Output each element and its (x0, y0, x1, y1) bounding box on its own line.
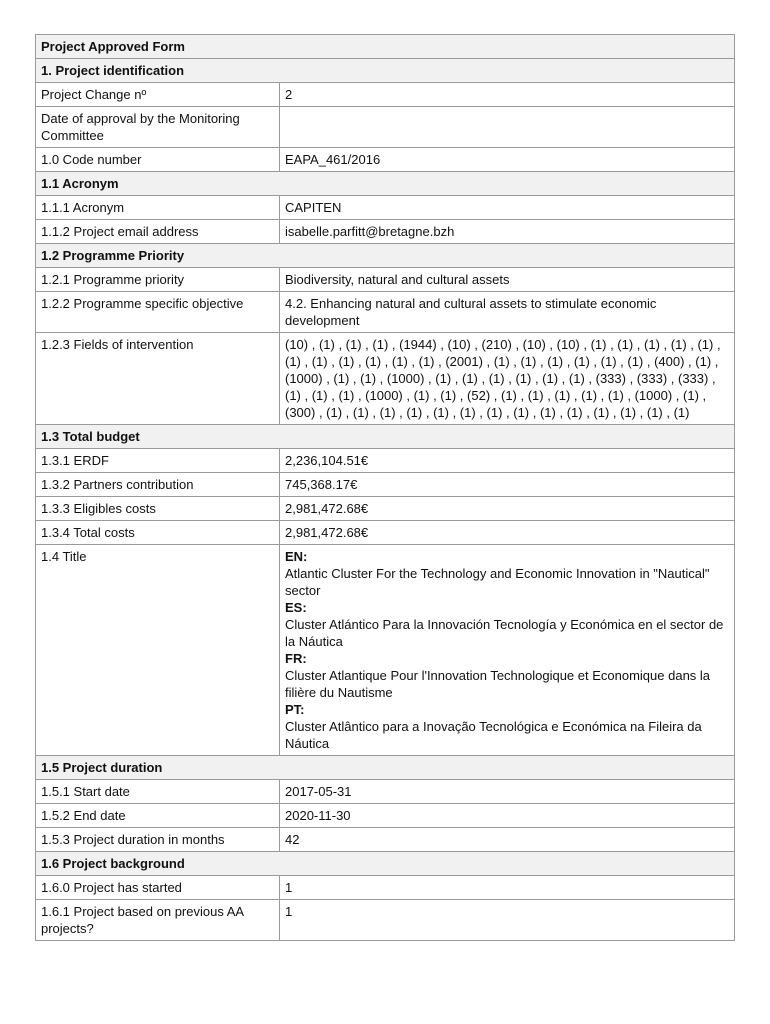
row-value: 2,981,472.68€ (280, 521, 735, 545)
table-row (36, 900, 735, 941)
row-value: Biodiversity, natural and cultural assets (280, 268, 735, 292)
row-label: Project Change nº (36, 83, 280, 107)
lang-label-pt: PT: (285, 702, 305, 717)
row-label: 1.2.3 Fields of intervention (36, 333, 280, 425)
row-value: 42 (280, 828, 735, 852)
section-header: 1. Project identification (36, 59, 735, 83)
row-value: 2 (280, 83, 735, 107)
table-row (36, 473, 735, 497)
title-translations (280, 545, 735, 756)
row-label: 1.1.1 Acronym (36, 196, 280, 220)
row-value: 1 (280, 876, 735, 900)
subsection-header: 1.2 Programme Priority (36, 244, 735, 268)
row-label: 1.3.2 Partners contribution (36, 473, 280, 497)
section-header-row (36, 59, 735, 83)
row-value: (10) , (1) , (1) , (1) , (1944) , (10) , (210) , (10) , (10) , (1) , (1) , (1) , (1) , (1) , (1) , (1) , (1) , (1) , (1) , (1) , (2001) , (1) , (1) , (1) , (1) , (1) , (1) , (400) , (1) , (1000) , (1) , (1) , (1000) , (1) , (1) , (1) , (1) , (1) , (1) , (333) , (333) , (333) , (1) , (1) , (1) , (1000) , (1) , (1) , (52) , (1) , (1) , (1) , (1) , (1) , (1000) , (1) , (300) , (1) , (1) , (1) , (1) , (1) , (1) , (1) , (1) , (1) , (1) , (1) , (1) , (1) , (1) (280, 333, 735, 425)
row-label: 1.3.1 ERDF (36, 449, 280, 473)
lang-label-fr: FR: (285, 651, 307, 666)
title-row (36, 545, 735, 756)
table-row (36, 83, 735, 107)
row-value: CAPITEN (280, 196, 735, 220)
table-row (36, 521, 735, 545)
row-value: 2020-11-30 (280, 804, 735, 828)
row-label: 1.5.1 Start date (36, 780, 280, 804)
row-value: 745,368.17€ (280, 473, 735, 497)
table-row (36, 292, 735, 333)
row-value: 2,981,472.68€ (280, 497, 735, 521)
table-row (36, 333, 735, 425)
title-en: Atlantic Cluster For the Technology and Economic Innovation in "Nautical" sector (285, 566, 710, 598)
title-es: Cluster Atlántico Para la Innovación Tecnología y Económica en el sector de la Náutica (285, 617, 724, 649)
table-row (36, 876, 735, 900)
subsection-header-row (36, 172, 735, 196)
title-pt: Cluster Atlântico para a Inovação Tecnológica e Económica na Fileira da Náutica (285, 719, 702, 751)
row-value: EAPA_461/2016 (280, 148, 735, 172)
row-value: isabelle.parfitt@bretagne.bzh (280, 220, 735, 244)
table-row (36, 804, 735, 828)
subsection-header-row (36, 244, 735, 268)
project-approved-form-table (35, 34, 735, 941)
row-label: 1.6.0 Project has started (36, 876, 280, 900)
subsection-header: 1.6 Project background (36, 852, 735, 876)
table-row (36, 220, 735, 244)
row-label: 1.6.1 Project based on previous AA projects? (36, 900, 280, 941)
row-label: Date of approval by the Monitoring Committee (36, 107, 280, 148)
row-label: 1.5.3 Project duration in months (36, 828, 280, 852)
title-fr: Cluster Atlantique Pour l'Innovation Technologique et Economique dans la filière du Nautisme (285, 668, 711, 700)
subsection-header-row (36, 852, 735, 876)
subsection-header-row (36, 756, 735, 780)
row-value (280, 107, 735, 148)
row-label: 1.2.1 Programme priority (36, 268, 280, 292)
subsection-header-row (36, 425, 735, 449)
row-label: 1.0 Code number (36, 148, 280, 172)
form-title-row (36, 35, 735, 59)
subsection-header: 1.5 Project duration (36, 756, 735, 780)
lang-label-es: ES: (285, 600, 307, 615)
row-value: 4.2. Enhancing natural and cultural assets to stimulate economic development (280, 292, 735, 333)
row-value: 2,236,104.51€ (280, 449, 735, 473)
table-row (36, 196, 735, 220)
table-row (36, 497, 735, 521)
row-label: 1.1.2 Project email address (36, 220, 280, 244)
table-row (36, 449, 735, 473)
table-row (36, 107, 735, 148)
row-value: 1 (280, 900, 735, 941)
row-label: 1.5.2 End date (36, 804, 280, 828)
subsection-header: 1.1 Acronym (36, 172, 735, 196)
form-title: Project Approved Form (36, 35, 735, 59)
row-value: 2017-05-31 (280, 780, 735, 804)
subsection-header: 1.3 Total budget (36, 425, 735, 449)
table-row (36, 828, 735, 852)
row-label: 1.3.4 Total costs (36, 521, 280, 545)
row-label: 1.3.3 Eligibles costs (36, 497, 280, 521)
row-label: 1.4 Title (36, 545, 280, 756)
table-row (36, 148, 735, 172)
table-row (36, 268, 735, 292)
row-label: 1.2.2 Programme specific objective (36, 292, 280, 333)
lang-label-en: EN: (285, 549, 308, 564)
table-row (36, 780, 735, 804)
